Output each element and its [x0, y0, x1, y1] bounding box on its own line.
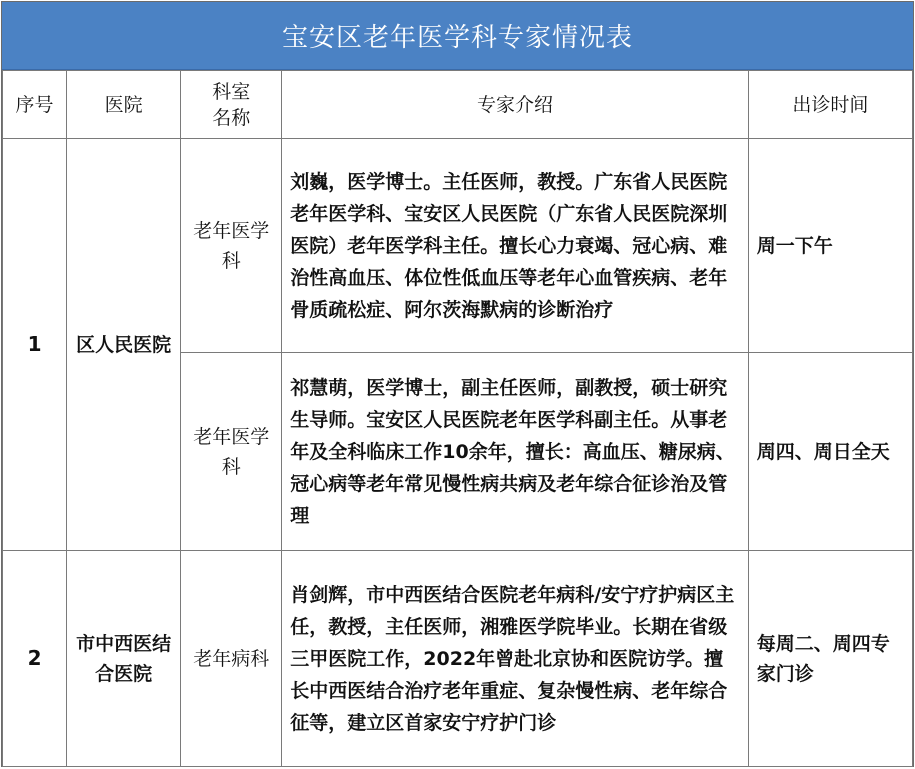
hospital-cell [67, 139, 181, 551]
department-cell [181, 139, 282, 353]
intro-cell [282, 353, 749, 551]
clinic-time: 周四、周日全天 [756, 440, 890, 463]
department-name: 老年医学科 [193, 425, 270, 478]
intro-cell [282, 551, 749, 767]
header-department-line2: 名称 [212, 106, 251, 129]
expert-intro: 祁慧萌，医学博士，副主任医师，副教授，硕士研究生导师。宝安区人民医院老年医学科副主任。从事老年及全科临床工作10余年，擅长：高血压、糖尿病、冠心病等老年常见慢性病共病及老年综合征诊治及管理 [290, 376, 735, 527]
time-cell [748, 139, 912, 353]
clinic-time: 周一下午 [756, 234, 833, 257]
expert-intro: 肖剑辉，市中西医结合医院老年病科/安宁疗护病区主任，教授，主任医师，湘雅医学院毕业。长期在省级三甲医院工作，2022年曾赴北京协和医院访学。擅长中西医结合治疗老年重症、复杂慢性病、老年综合征等，建立区首家安宁疗护门诊 [290, 583, 735, 734]
row-number-value: 2 [27, 646, 42, 670]
table-row [3, 139, 913, 353]
row-number [3, 551, 67, 767]
hospital-name: 市中西医结合医院 [76, 632, 172, 685]
row-number [3, 139, 67, 551]
table-title: 宝安区老年医学科专家情况表 [2, 2, 913, 70]
department-name: 老年病科 [193, 647, 270, 670]
header-department [181, 71, 282, 139]
department-cell [181, 551, 282, 767]
hospital-name: 区人民医院 [76, 333, 172, 356]
department-name: 老年医学科 [193, 219, 270, 272]
header-row [3, 71, 913, 139]
time-cell [748, 551, 912, 767]
row-number-value: 1 [27, 332, 42, 356]
expert-table-sheet [1, 1, 914, 767]
time-cell [748, 353, 912, 551]
clinic-time: 每周二、周四专家门诊 [756, 632, 890, 685]
hospital-cell [67, 551, 181, 767]
table-row [3, 551, 913, 767]
intro-cell [282, 139, 749, 353]
header-hospital: 医院 [67, 71, 181, 139]
header-intro: 专家介绍 [282, 71, 749, 139]
header-time: 出诊时间 [748, 71, 912, 139]
expert-intro: 刘巍，医学博士。主任医师，教授。广东省人民医院老年医学科、宝安区人民医院（广东省人民医院深圳医院）老年医学科主任。擅长心力衰竭、冠心病、难治性高血压、体位性低血压等老年心血管疾病、老年骨质疏松症、阿尔茨海默病的诊断治疗 [290, 170, 728, 321]
expert-table [2, 70, 913, 767]
department-cell [181, 353, 282, 551]
header-no: 序号 [3, 71, 67, 139]
header-department-line1: 科室 [212, 80, 251, 103]
